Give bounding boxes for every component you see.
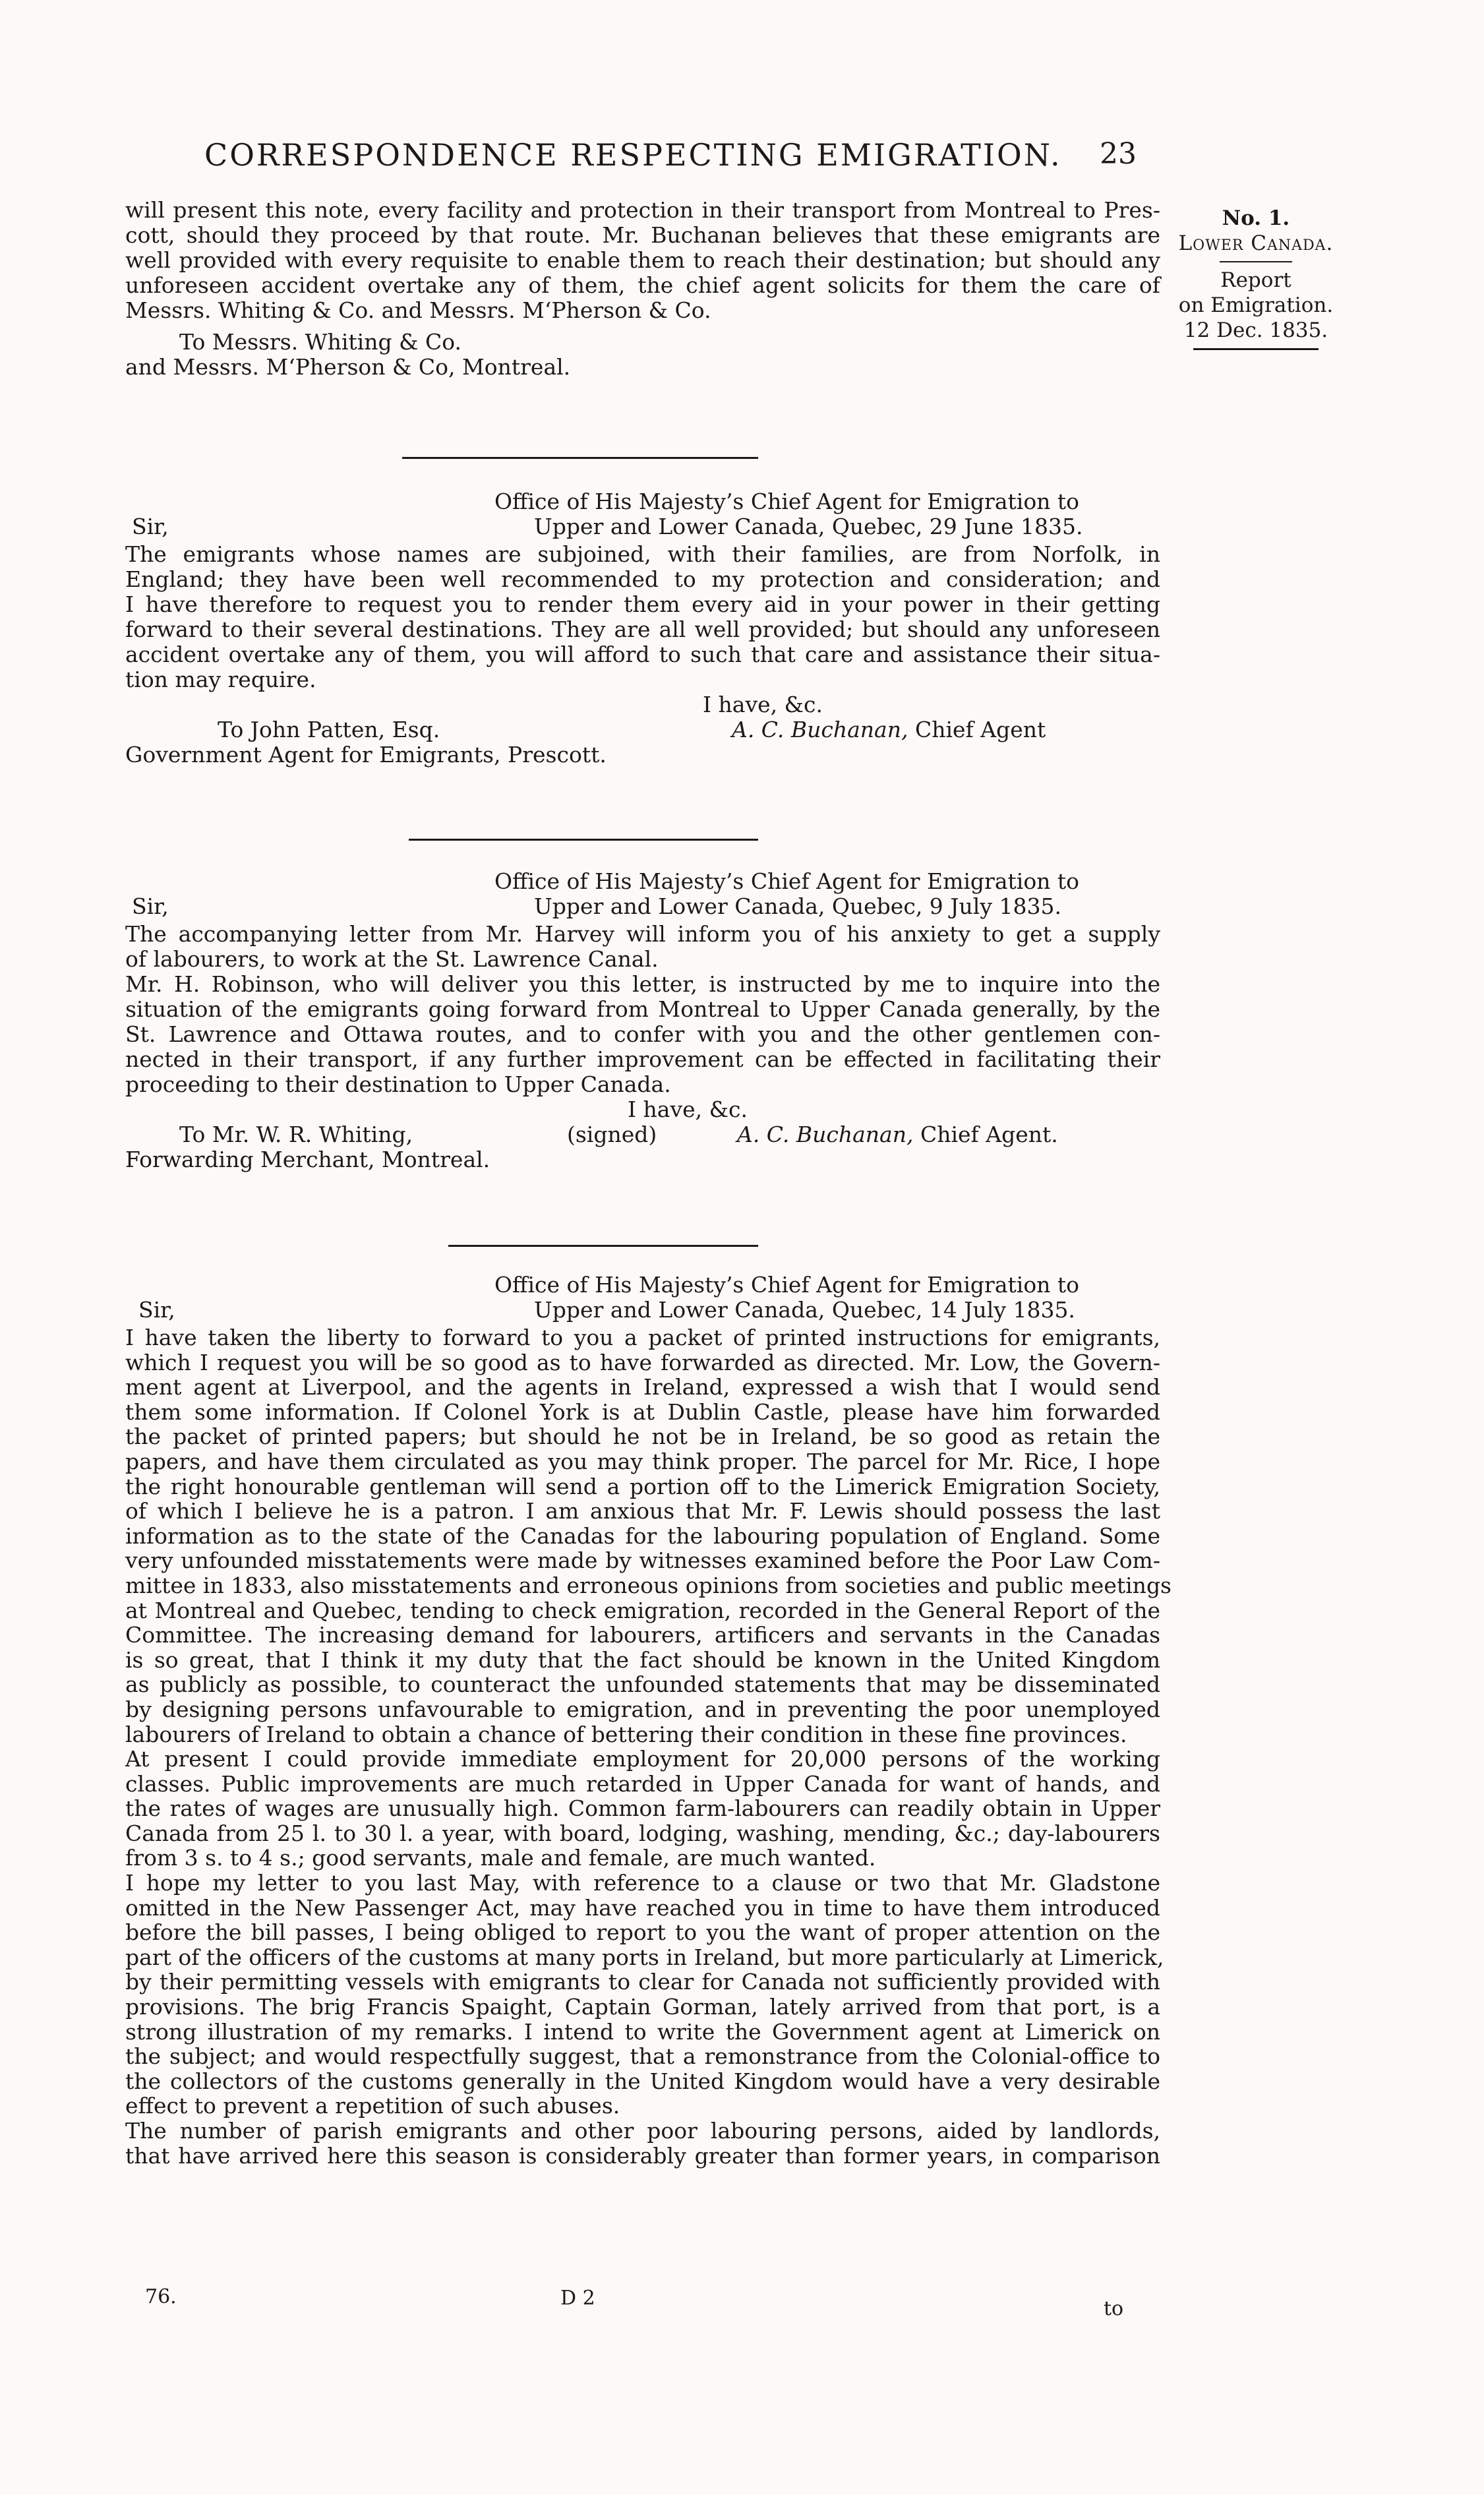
margin-colony: Lower Canada. (1178, 231, 1334, 255)
margin-rule (1193, 348, 1319, 350)
text-line: which I request you will be so good as to have forwarded as directed. Mr. Low, the Govern- (125, 1349, 1160, 1375)
text-line: papers, and have them circulated as you may think proper. The parcel for Mr. Rice, I hope (125, 1448, 1160, 1474)
text-line: The accompanying letter from Mr. Harvey will inform you of his anxiety to get a supply (125, 921, 1160, 947)
text-line: the right honourable gentleman will send a portion off to the Limerick Emigration Society, (125, 1473, 1160, 1499)
text-line: information as to the state of the Canadas for the labouring population of England. Some (125, 1522, 1160, 1549)
page-number: 23 (1100, 137, 1137, 171)
letter-2 (125, 869, 1160, 1176)
text-line: part of the officers of the customs at many ports in Ireland, but more particularly at Limerick, (125, 1944, 1164, 1970)
footer-signature-mark: D 2 (560, 2287, 595, 2310)
signature-title: Chief Agent. (920, 1122, 1058, 1147)
text-line: mittee in 1833, also misstatements and erroneous opinions from societies and public meetings (125, 1572, 1172, 1598)
text-line: The number of parish emigrants and other poor labouring persons, aided by landlords, (125, 2118, 1160, 2144)
page-title: CORRESPONDENCE RESPECTING EMIGRATION. (204, 137, 1062, 173)
text-line: by designing persons unfavourable to emigration, and in preventing the poor unemployed (125, 1696, 1160, 1722)
text-line: the packet of printed papers; but should he not be in Ireland, be so good as retain the (125, 1424, 1160, 1450)
text-line: before the bill passes, I being obliged to report to you the want of proper attention on the (125, 1919, 1160, 1946)
signature-line (737, 1122, 1058, 1147)
text-line: classes. Public improvements are much retarded in Upper Canada for want of hands, and (125, 1770, 1160, 1797)
text-line: them some information. If Colonel York is at Dublin Castle, please have him forwarded (125, 1398, 1160, 1425)
text-line: St. Lawrence and Ottawa routes, and to confer with you and the other gentlemen con- (125, 1021, 1160, 1047)
addressee: To Mr. W. R. Whiting, (179, 1122, 413, 1147)
text-line: well provided with every requisite to enable them to reach their destination; but should any (125, 247, 1160, 273)
text-line: Messrs. Whiting & Co. and Messrs. M‘Pherson & Co. (125, 297, 711, 323)
text-line: labourers of Ireland to obtain a chance of bettering their condition in these fine provinces. (125, 1721, 1127, 1747)
section-divider (448, 1245, 758, 1247)
text-line: The emigrants whose names are subjoined, with their families, are from Norfolk, in (125, 541, 1160, 567)
closing: I have, &c. (703, 692, 823, 717)
addressee-line-2: Forwarding Merchant, Montreal. (125, 1147, 490, 1172)
text-line: the rates of wages are unusually high. Common farm-labourers can readily obtain in Upper (125, 1795, 1160, 1822)
signature-title: Chief Agent (914, 717, 1046, 742)
addressee: To John Patten, Esq. (218, 717, 440, 742)
text-line: strong illustration of my remarks. I intend to write the Government agent at Limerick on (125, 2018, 1160, 2045)
text-line: Mr. H. Robinson, who will deliver you this letter, is instructed by me to inquire into the (125, 971, 1160, 997)
text-line: the subject; and would respectfully suggest, that a remonstrance from the Colonial-office to (125, 2043, 1160, 2070)
section-divider (409, 839, 758, 841)
text-line: is so great, that I think it my duty that the fact should be known in the United Kingdom (125, 1646, 1160, 1673)
text-line: cott, should they proceed by that route. Mr. Buchanan believes that these emigrants are (125, 222, 1160, 248)
text-line: forward to their several destinations. They are all well provided; but should any unforeseen (125, 616, 1160, 642)
addressee-line-2: Government Agent for Emigrants, Prescott. (125, 742, 607, 767)
text-line: by their permitting vessels with emigrants to clear for Canada not sufficiently provided with (125, 1969, 1160, 1995)
text-line: Canada from 25 l. to 30 l. a year, with board, lodging, washing, mending, &c.; day-labourers (125, 1820, 1160, 1846)
addressee-line-2: and Messrs. M‘Pherson & Co, Montreal. (125, 354, 571, 380)
letter-heading-line-2: Upper and Lower Canada, Quebec, 14 July 1835. (534, 1297, 1075, 1323)
text-line: as publicly as possible, to counteract the unfounded statements that may be disseminated (125, 1671, 1160, 1698)
text-line: I have taken the liberty to forward to you a packet of printed instructions for emigrants, (125, 1325, 1160, 1350)
text-line: at Montreal and Quebec, tending to check emigration, recorded in the General Report of the (125, 1597, 1160, 1623)
letter-1 (125, 489, 1160, 771)
text-line: very unfounded misstatements were made by witnesses examined before the Poor Law Com- (125, 1548, 1160, 1574)
letter-heading-line-1: Office of His Majesty’s Chief Agent for Emigration to (494, 868, 1080, 894)
signature-line (732, 717, 1046, 742)
text-line: ment agent at Liverpool, and the agents in Ireland, expressed a wish that I would send (125, 1374, 1160, 1400)
margin-divider (1220, 261, 1292, 262)
margin-date: 12 Dec. 1835. (1183, 318, 1328, 342)
text-line: proceeding to their destination to Upper Canada. (125, 1071, 671, 1097)
letter-heading-line-2: Upper and Lower Canada, Quebec, 9 July 1835. (534, 893, 1061, 919)
letter-continuation (125, 198, 1160, 380)
letter-heading-line-1: Office of His Majesty’s Chief Agent for Emigration to (494, 489, 1080, 514)
text-line: the collectors of the customs generally in the United Kingdom would have a very desirable (125, 2068, 1160, 2094)
text-line: I hope my letter to you last May, with reference to a clause or two that Mr. Gladstone (125, 1870, 1160, 1896)
signature-name: A. C. Buchanan, (737, 1122, 914, 1147)
text-line: I have therefore to request you to render them every aid in your power in their getting (125, 591, 1160, 617)
margin-note (1157, 206, 1355, 355)
section-divider (402, 457, 758, 459)
text-line: of which I believe he is a patron. I am anxious that Mr. F. Lewis should possess the last (125, 1498, 1160, 1524)
text-line: omitted in the New Passenger Act, may have reached you in time to have them introduced (125, 1894, 1160, 1921)
salutation: Sir, (132, 893, 169, 919)
footer-left: 76. (145, 2285, 177, 2308)
margin-on: on Emigration. (1178, 293, 1334, 317)
letter-heading-line-1: Office of His Majesty’s Chief Agent for Emigration to (494, 1272, 1080, 1298)
text-line: effect to prevent a repetition of such abuses. (125, 2093, 620, 2119)
text-line: accident overtake any of them, you will afford to such that care and assistance their situa- (125, 642, 1160, 667)
text-line: tion may require. (125, 667, 316, 692)
text-line: from 3 s. to 4 s.; good servants, male and female, are much wanted. (125, 1845, 876, 1871)
addressee: To Messrs. Whiting & Co. (179, 329, 461, 355)
margin-report: Report (1220, 268, 1291, 292)
text-line: of labourers, to work at the St. Lawrence Canal. (125, 946, 659, 972)
signature-name: A. C. Buchanan, (732, 717, 908, 742)
margin-number: No. 1. (1222, 206, 1290, 230)
text-line: England; they have been well recommended to my protection and consideration; and (125, 566, 1160, 592)
text-line: provisions. The brig Francis Spaight, Captain Gorman, lately arrived from that port, is a (125, 1994, 1160, 2020)
text-line: that have arrived here this season is considerably greater than former years, in comparison (125, 2142, 1160, 2169)
signed-mark: (signed) (567, 1122, 657, 1147)
salutation: Sir, (138, 1297, 175, 1323)
text-line: Committee. The increasing demand for labourers, artificers and servants in the Canadas (125, 1622, 1160, 1648)
salutation: Sir, (132, 514, 169, 539)
closing: I have, &c. (628, 1097, 748, 1122)
letter-heading-line-2: Upper and Lower Canada, Quebec, 29 June 1835. (534, 514, 1083, 539)
text-line: At present I could provide immediate employment for 20,000 persons of the working (125, 1746, 1160, 1772)
text-line: will present this note, every facility and protection in their transport from Montreal to Pres- (125, 197, 1160, 223)
text-line: unforeseen accident overtake any of them, the chief agent solicits for them the care of (125, 272, 1160, 298)
text-line: nected in their transport, if any further improvement can be effected in facilitating their (125, 1046, 1160, 1072)
letter-3 (125, 1272, 1172, 2169)
footer-catchword: to (1104, 2297, 1124, 2320)
text-line: situation of the emigrants going forward from Montreal to Upper Canada generally, by the (125, 996, 1160, 1022)
